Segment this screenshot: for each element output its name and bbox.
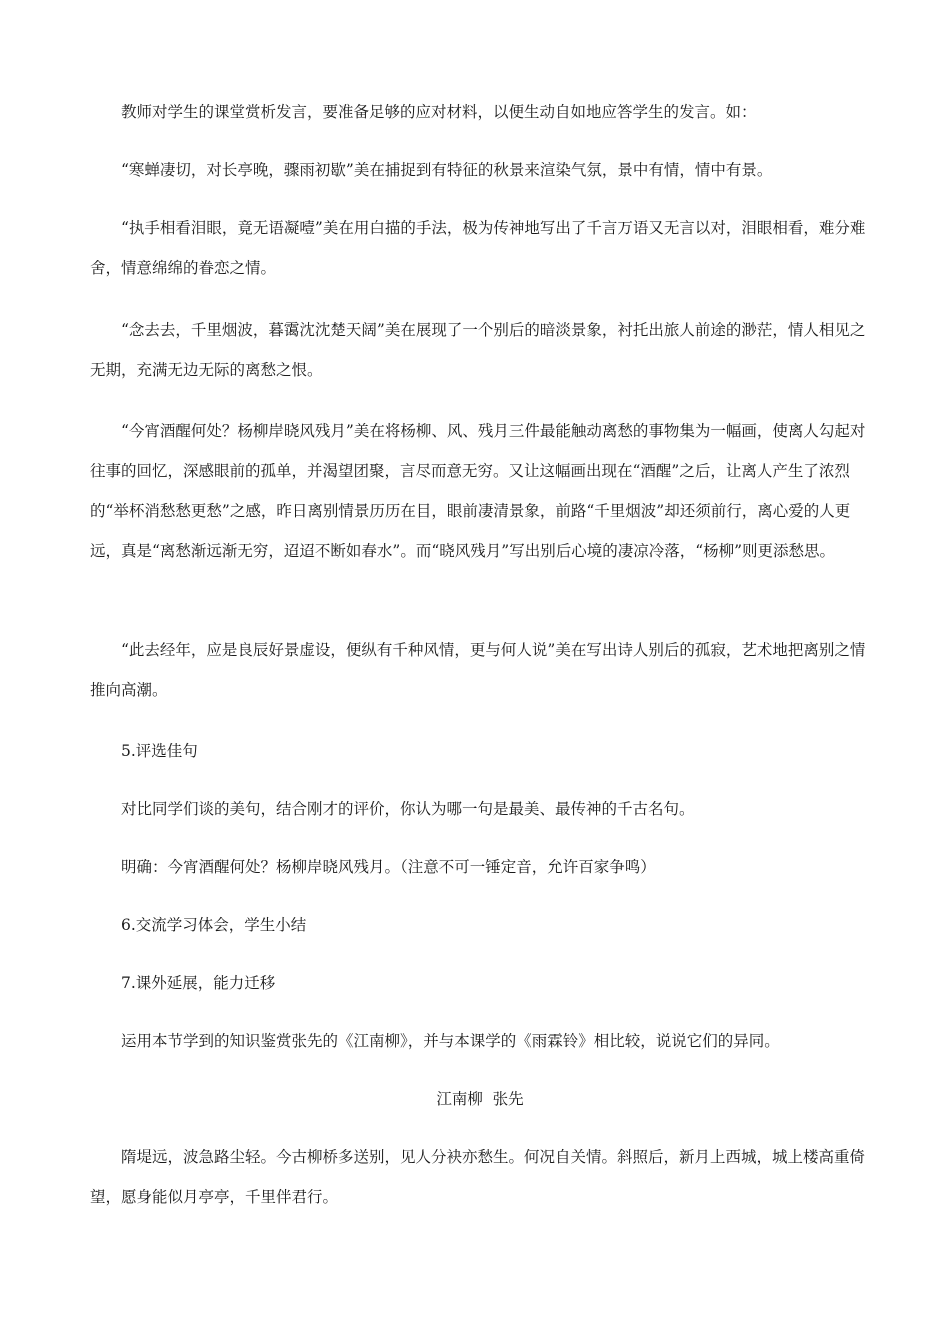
- section-heading-7: 7.课外延展，能力迁移: [121, 974, 276, 992]
- paragraph-line-3: “念去去，千里烟波，暮霭沈沈楚天阔”美在展现了一个别后的暗淡景象，衬托出旅人前途的渺茫，情人相见之无期，充满无边无际的离愁之恨。: [90, 321, 866, 379]
- paragraph-compare: 对比同学们谈的美句，结合刚才的评价，你认为哪一句是最美、最传神的千古名句。: [121, 800, 695, 818]
- paragraph-line-1: “寒蝉凄切，对长亭晚，骤雨初歇”美在捕捉到有特征的秋景来渲染气氛，景中有情，情中有景。: [121, 161, 773, 179]
- poem-title: 江南柳 张先: [436, 1090, 524, 1108]
- poem-text: 隋堤远，波急路尘轻。今古柳桥多送别，见人分袂亦愁生。何况自关情。斜照后，新月上西城，城上楼高重倚望，愿身能似月亭亭，千里伴君行。: [90, 1148, 866, 1206]
- paragraph-line-5: “此去经年，应是良辰好景虚设，便纵有千种风情，更与何人说”美在写出诗人别后的孤寂，艺术地把离别之情推向高潮。: [90, 641, 866, 699]
- section-heading-5: 5.评选佳句: [121, 742, 198, 760]
- section-heading-6: 6.交流学习体会，学生小结: [121, 916, 307, 934]
- paragraph-answer: 明确：今宵酒醒何处？杨柳岸晓风残月。（注意不可一锤定音，允许百家争鸣）: [121, 858, 656, 876]
- paragraph-extension: 运用本节学到的知识鉴赏张先的《江南柳》，并与本课学的《雨霖铃》相比较，说说它们的异同。: [121, 1032, 780, 1050]
- paragraph-line-4: “今宵酒醒何处？杨柳岸晓风残月”美在将杨柳、风、残月三件最能触动离愁的事物集为一幅画，使离人勾起对往事的回忆，深感眼前的孤单，并渴望团聚，言尽而意无穷。又让这幅画出现在“酒醒”之后，让离人产生了浓烈的“举杯消愁愁更愁”之感，昨日离别情景历历在目，眼前凄清景象，前路“千里烟波”却还须前行，离心爱的人更远，真是“离愁渐远渐无穷，迢迢不断如春水”。而“晓风残月”写出别后心境的凄凉冷落，“杨柳”则更添愁思。: [90, 422, 866, 560]
- paragraph-intro: 教师对学生的课堂赏析发言，要准备足够的应对材料，以便生动自如地应答学生的发言。如：: [121, 103, 757, 121]
- paragraph-line-2: “执手相看泪眼，竟无语凝噎”美在用白描的手法，极为传神地写出了千言万语又无言以对，泪眼相看，难分难舍，情意绵绵的眷恋之情。: [90, 219, 866, 277]
